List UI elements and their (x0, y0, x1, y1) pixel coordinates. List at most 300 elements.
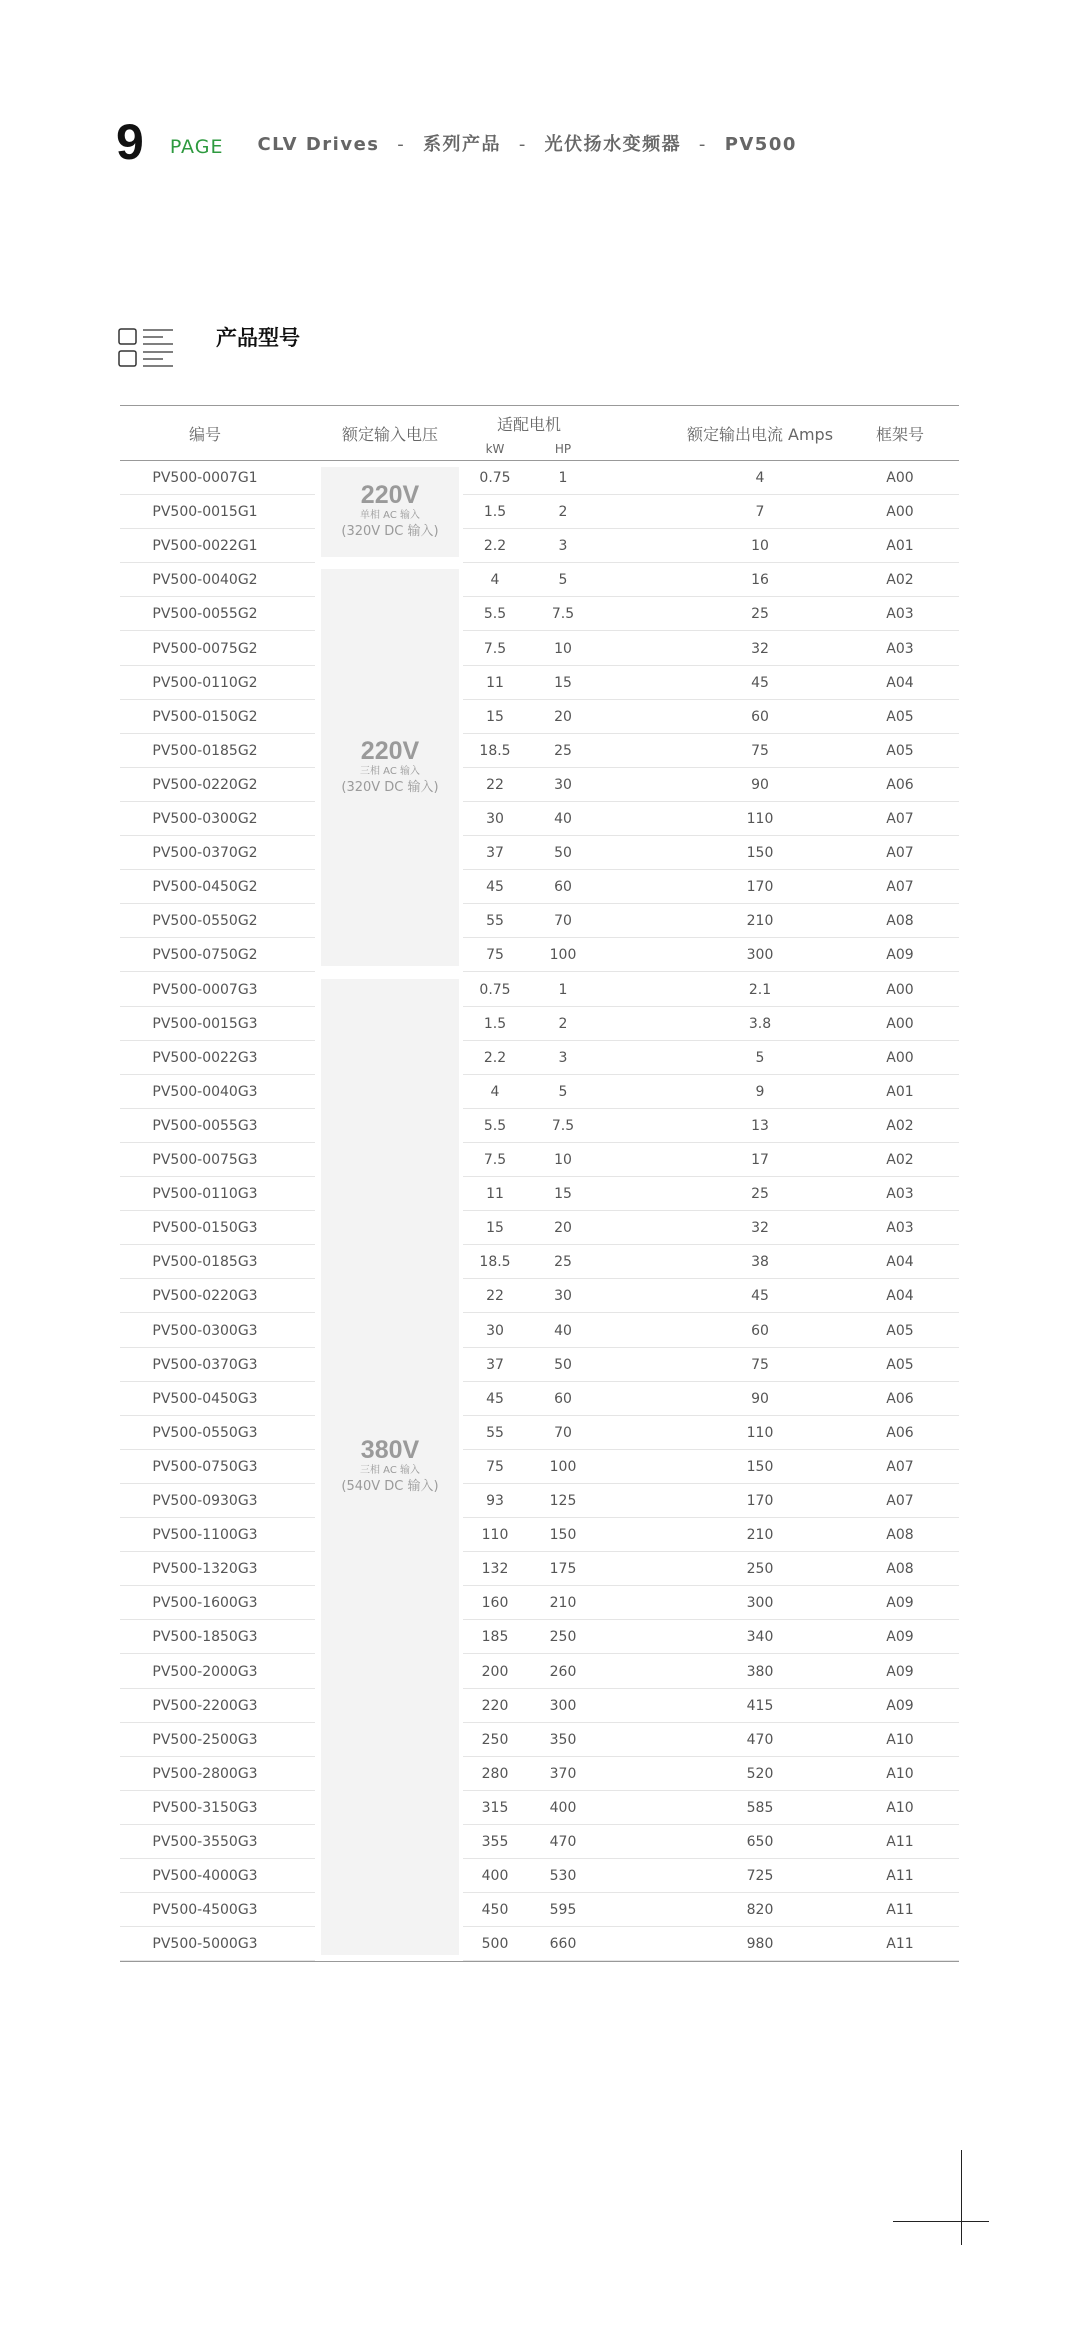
frame-cell: A05 (886, 742, 914, 759)
model-cell: PV500-0150G2 (152, 708, 258, 725)
header-frame: 框架号 (875, 424, 924, 444)
frame-cell: A09 (886, 1697, 914, 1714)
amps-cell: 340 (746, 1629, 774, 1646)
amps-cell: 16 (751, 572, 769, 589)
hp-cell: 2 (558, 504, 568, 521)
kw-cell: 11 (486, 674, 504, 691)
frame-cell: A11 (886, 1834, 914, 1850)
frame-cell: A00 (886, 470, 914, 486)
voltage-label (321, 481, 459, 541)
table-row (120, 1211, 959, 1245)
hp-cell: 70 (554, 913, 572, 930)
kw-cell: 37 (486, 845, 504, 862)
table-row (120, 870, 959, 904)
amps-cell: 90 (751, 776, 769, 793)
frame-cell: A07 (886, 1493, 914, 1509)
table-row (120, 1484, 959, 1518)
kw-cell: 5.5 (483, 1117, 507, 1134)
frame-cell: A03 (886, 606, 914, 623)
table-row (120, 1177, 959, 1211)
kw-cell: 30 (486, 811, 504, 827)
hp-cell: 60 (554, 1390, 572, 1407)
table-row (120, 666, 959, 700)
table-row (120, 1143, 959, 1177)
table-row (120, 1518, 959, 1552)
model-cell: PV500-0075G2 (152, 640, 258, 657)
model-cell: PV500-2800G3 (152, 1765, 258, 1782)
table-row (120, 1723, 959, 1757)
kw-cell: 315 (481, 1799, 509, 1816)
model-cell: PV500-0930G3 (152, 1493, 258, 1509)
amps-cell: 32 (751, 1220, 769, 1237)
table-row (120, 597, 959, 631)
hp-cell: 260 (549, 1663, 577, 1680)
model-cell: PV500-0450G3 (152, 1390, 258, 1407)
voltage-value: 220V (360, 736, 420, 765)
frame-cell: A02 (886, 1152, 914, 1168)
voltage-group (321, 467, 459, 557)
amps-cell: 650 (746, 1834, 774, 1850)
product-table (120, 405, 959, 1962)
model-cell: PV500-2200G3 (152, 1697, 258, 1714)
table-row (120, 836, 959, 870)
amps-cell: 10 (751, 538, 769, 555)
amps-cell: 5 (755, 1049, 765, 1066)
model-cell: PV500-0022G3 (152, 1049, 258, 1066)
frame-cell: A09 (886, 947, 914, 964)
model-cell: PV500-0370G3 (152, 1356, 258, 1373)
amps-cell: 13 (751, 1117, 769, 1134)
breadcrumb-series: 系列产品 (423, 134, 502, 155)
model-cell: PV500-0040G3 (152, 1083, 258, 1100)
kw-cell: 18.5 (479, 1254, 511, 1271)
hp-cell: 100 (549, 1458, 577, 1475)
model-cell: PV500-0550G3 (152, 1424, 258, 1441)
voltage-phase: 三相 AC 输入 (359, 1464, 420, 1476)
table-row (120, 1655, 959, 1689)
hp-cell: 5 (558, 1083, 568, 1100)
model-cell: PV500-3150G3 (152, 1799, 258, 1816)
amps-cell: 45 (751, 1288, 769, 1305)
model-cell: PV500-1600G3 (152, 1595, 258, 1612)
header-model: 编号 (188, 424, 221, 444)
kw-cell: 45 (486, 1390, 504, 1407)
frame-cell: A04 (886, 1288, 914, 1305)
voltage-phase: 三相 AC 输入 (359, 765, 420, 777)
hp-cell: 150 (549, 1527, 577, 1544)
hp-cell: 25 (554, 742, 572, 759)
model-cell: PV500-2500G3 (152, 1731, 258, 1748)
table-row (120, 1348, 959, 1382)
frame-cell: A08 (886, 913, 914, 930)
model-cell: PV500-0007G1 (152, 470, 258, 486)
model-cell: PV500-3550G3 (152, 1834, 258, 1850)
section-title: 产品型号 (216, 326, 300, 350)
table-row (120, 1825, 959, 1859)
model-cell: PV500-0055G3 (152, 1117, 258, 1134)
hp-cell: 100 (549, 947, 577, 964)
hp-cell: 60 (554, 879, 572, 896)
frame-cell: A11 (886, 1936, 914, 1953)
kw-cell: 22 (486, 1288, 504, 1305)
table-row (120, 1450, 959, 1484)
amps-cell: 17 (751, 1152, 769, 1168)
amps-cell: 820 (746, 1902, 774, 1919)
frame-cell: A11 (886, 1902, 914, 1919)
voltage-group (321, 569, 459, 966)
amps-cell: 150 (746, 845, 774, 862)
frame-cell: A04 (886, 674, 914, 691)
amps-cell: 170 (746, 879, 774, 896)
amps-cell: 9 (755, 1083, 765, 1100)
amps-cell: 60 (751, 708, 769, 725)
row-divider (463, 1960, 959, 1961)
model-cell: PV500-0075G3 (152, 1152, 258, 1168)
frame-cell: A05 (886, 1356, 914, 1373)
amps-cell: 60 (751, 1322, 769, 1339)
kw-cell: 1.5 (483, 504, 507, 521)
hp-cell: 1 (558, 981, 568, 998)
hp-cell: 10 (554, 1152, 572, 1168)
kw-cell: 0.75 (479, 470, 511, 486)
header-motor: 适配电机 (496, 415, 561, 434)
model-cell: PV500-0110G3 (152, 1186, 258, 1203)
amps-cell: 725 (746, 1868, 774, 1885)
model-cell: PV500-1850G3 (152, 1629, 258, 1646)
frame-cell: A06 (886, 1424, 914, 1441)
amps-cell: 110 (746, 1424, 774, 1441)
hp-cell: 660 (549, 1936, 577, 1953)
frame-cell: A10 (886, 1765, 914, 1782)
table-row (120, 1620, 959, 1654)
amps-cell: 3.8 (748, 1015, 772, 1032)
model-cell: PV500-0015G1 (152, 504, 258, 521)
model-cell: PV500-0185G3 (152, 1254, 258, 1271)
amps-cell: 75 (751, 1356, 769, 1373)
amps-cell: 7 (755, 504, 765, 521)
kw-cell: 55 (486, 1424, 504, 1441)
frame-cell: A05 (886, 708, 914, 725)
header-current: 额定输出电流 Amps (686, 424, 834, 444)
frame-cell: A03 (886, 1220, 914, 1237)
hp-cell: 250 (549, 1629, 577, 1646)
hp-cell: 2 (558, 1015, 568, 1032)
voltage-group (321, 979, 459, 1956)
amps-cell: 25 (751, 606, 769, 623)
model-cell: PV500-0300G2 (152, 811, 258, 827)
kw-cell: 75 (486, 947, 504, 964)
voltage-value: 380V (360, 1435, 420, 1464)
voltage-dc: (320V DC 输入) (341, 779, 439, 795)
frame-cell: A11 (886, 1868, 914, 1885)
breadcrumb-separator: - (397, 134, 406, 155)
hp-cell: 20 (554, 708, 572, 725)
frame-cell: A09 (886, 1629, 914, 1646)
table-row (120, 1245, 959, 1279)
frame-cell: A06 (886, 776, 914, 793)
kw-cell: 4 (490, 572, 500, 589)
hp-cell: 30 (554, 1288, 572, 1305)
hp-cell: 1 (558, 470, 568, 486)
breadcrumb-brand: CLV Drives (257, 134, 380, 155)
model-cell: PV500-1320G3 (152, 1561, 258, 1578)
amps-cell: 210 (746, 1527, 774, 1544)
amps-cell: 2.1 (748, 981, 772, 998)
kw-cell: 200 (481, 1663, 509, 1680)
amps-cell: 470 (746, 1731, 774, 1748)
kw-cell: 11 (486, 1186, 504, 1203)
model-cell: PV500-0220G3 (152, 1288, 258, 1305)
frame-cell: A03 (886, 640, 914, 657)
model-cell: PV500-0110G2 (152, 674, 258, 691)
hp-cell: 5 (558, 572, 568, 589)
hp-cell: 50 (554, 1356, 572, 1373)
model-cell: PV500-0185G2 (152, 742, 258, 759)
model-cell: PV500-4500G3 (152, 1902, 258, 1919)
table-row (120, 1279, 959, 1313)
table-row (120, 1041, 959, 1075)
amps-cell: 38 (751, 1254, 769, 1271)
amps-cell: 585 (746, 1799, 774, 1816)
table-row (120, 734, 959, 768)
frame-cell: A07 (886, 1458, 914, 1475)
model-cell: PV500-0300G3 (152, 1322, 258, 1339)
hp-cell: 3 (558, 1049, 568, 1066)
kw-cell: 30 (486, 1322, 504, 1339)
voltage-phase: 单相 AC 输入 (359, 510, 420, 522)
table-row (120, 802, 959, 836)
kw-cell: 93 (486, 1493, 504, 1509)
voltage-dc: (320V DC 输入) (341, 524, 439, 540)
frame-cell: A00 (886, 1015, 914, 1032)
table-row (120, 495, 959, 529)
voltage-label (321, 737, 459, 797)
kw-cell: 7.5 (483, 640, 507, 657)
hp-cell: 30 (554, 776, 572, 793)
hp-cell: 10 (554, 640, 572, 657)
hp-cell: 7.5 (551, 1117, 575, 1134)
amps-cell: 32 (751, 640, 769, 657)
table-body (120, 461, 959, 1962)
page-header (116, 112, 797, 172)
kw-cell: 110 (481, 1527, 509, 1544)
voltage-label (321, 1436, 459, 1496)
amps-cell: 250 (746, 1561, 774, 1578)
model-cell: PV500-5000G3 (152, 1936, 258, 1953)
crop-mark (893, 2221, 989, 2222)
frame-cell: A07 (886, 879, 914, 896)
kw-cell: 250 (481, 1731, 509, 1748)
model-cell: PV500-0450G2 (152, 879, 258, 896)
hp-cell: 125 (549, 1493, 577, 1509)
frame-cell: A09 (886, 1663, 914, 1680)
frame-cell: A08 (886, 1527, 914, 1544)
voltage-dc: (540V DC 输入) (341, 1478, 439, 1494)
hp-cell: 530 (549, 1868, 577, 1885)
kw-cell: 75 (486, 1458, 504, 1475)
amps-cell: 25 (751, 1186, 769, 1203)
frame-cell: A09 (886, 1595, 914, 1612)
model-cell: PV500-4000G3 (152, 1868, 258, 1885)
breadcrumb-separator: - (698, 134, 707, 155)
frame-cell: A00 (886, 504, 914, 521)
kw-cell: 55 (486, 913, 504, 930)
kw-cell: 355 (481, 1834, 509, 1850)
kw-cell: 220 (481, 1697, 509, 1714)
hp-cell: 70 (554, 1424, 572, 1441)
model-cell: PV500-0055G2 (152, 606, 258, 623)
frame-cell: A00 (886, 1049, 914, 1066)
hp-cell: 25 (554, 1254, 572, 1271)
amps-cell: 4 (755, 470, 765, 486)
table-row (120, 1893, 959, 1927)
hp-cell: 40 (554, 1322, 572, 1339)
hp-cell: 20 (554, 1220, 572, 1237)
hp-cell: 350 (549, 1731, 577, 1748)
kw-cell: 280 (481, 1765, 509, 1782)
header-hp: HP (554, 442, 572, 456)
hp-cell: 595 (549, 1902, 577, 1919)
table-row (120, 529, 959, 563)
breadcrumb-category: 光伏扬水变频器 (544, 134, 682, 155)
hp-cell: 370 (549, 1765, 577, 1782)
amps-cell: 520 (746, 1765, 774, 1782)
amps-cell: 75 (751, 742, 769, 759)
header-kw: kW (485, 442, 505, 456)
table-row (120, 1109, 959, 1143)
table-row (120, 1382, 959, 1416)
kw-cell: 132 (481, 1561, 509, 1578)
frame-cell: A07 (886, 845, 914, 862)
hp-cell: 50 (554, 845, 572, 862)
hp-cell: 40 (554, 811, 572, 827)
kw-cell: 7.5 (483, 1152, 507, 1168)
amps-cell: 170 (746, 1493, 774, 1509)
frame-cell: A05 (886, 1322, 914, 1339)
table-row (120, 1859, 959, 1893)
frame-cell: A01 (886, 538, 914, 555)
frame-cell: A02 (886, 572, 914, 589)
amps-cell: 150 (746, 1458, 774, 1475)
hp-cell: 300 (549, 1697, 577, 1714)
hp-cell: 3 (558, 538, 568, 555)
kw-cell: 160 (481, 1595, 509, 1612)
table-row (120, 1075, 959, 1109)
row-divider (120, 1960, 315, 1961)
amps-cell: 415 (746, 1697, 774, 1714)
frame-cell: A04 (886, 1254, 914, 1271)
kw-cell: 18.5 (479, 742, 511, 759)
kw-cell: 400 (481, 1868, 509, 1885)
amps-cell: 210 (746, 913, 774, 930)
kw-cell: 45 (486, 879, 504, 896)
table-row (120, 461, 959, 495)
frame-cell: A02 (886, 1117, 914, 1134)
kw-cell: 0.75 (479, 981, 511, 998)
amps-cell: 110 (746, 811, 774, 827)
amps-cell: 45 (751, 674, 769, 691)
model-cell: PV500-0550G2 (152, 913, 258, 930)
model-cell: PV500-0750G3 (152, 1458, 258, 1475)
table-row (120, 1927, 959, 1961)
kw-cell: 5.5 (483, 606, 507, 623)
table-row (120, 1416, 959, 1450)
table-row (120, 1007, 959, 1041)
table-row (120, 1689, 959, 1723)
frame-cell: A01 (886, 1083, 914, 1100)
table-row (120, 768, 959, 802)
table-row (120, 1552, 959, 1586)
kw-cell: 1.5 (483, 1015, 507, 1032)
hp-cell: 400 (549, 1799, 577, 1816)
voltage-value: 220V (360, 481, 420, 510)
crop-mark (961, 2150, 962, 2245)
table-row (120, 1791, 959, 1825)
kw-cell: 2.2 (483, 1049, 507, 1066)
frame-cell: A03 (886, 1186, 914, 1203)
kw-cell: 2.2 (483, 538, 507, 555)
kw-cell: 22 (486, 776, 504, 793)
hp-cell: 210 (549, 1595, 577, 1612)
kw-cell: 450 (481, 1902, 509, 1919)
table-row (120, 563, 959, 597)
table-row (120, 904, 959, 938)
table-header (120, 405, 959, 461)
frame-cell: A06 (886, 1390, 914, 1407)
frame-cell: A00 (886, 981, 914, 998)
kw-cell: 500 (481, 1936, 509, 1953)
amps-cell: 300 (746, 947, 774, 964)
frame-cell: A10 (886, 1731, 914, 1748)
table-row (120, 700, 959, 734)
breadcrumb-separator: - (518, 134, 527, 155)
table-row (120, 973, 959, 1007)
frame-cell: A10 (886, 1799, 914, 1816)
kw-cell: 15 (486, 708, 504, 725)
page-label: PAGE (169, 136, 224, 158)
page-number: 9 (116, 114, 144, 170)
frame-cell: A08 (886, 1561, 914, 1578)
amps-cell: 90 (751, 1390, 769, 1407)
kw-cell: 37 (486, 1356, 504, 1373)
kw-cell: 15 (486, 1220, 504, 1237)
table-row (120, 938, 959, 972)
table-row (120, 1586, 959, 1620)
frame-cell: A07 (886, 811, 914, 827)
list-icon (118, 326, 174, 370)
model-cell: PV500-0150G3 (152, 1220, 258, 1237)
table-row (120, 632, 959, 666)
model-cell: PV500-0370G2 (152, 845, 258, 862)
model-cell: PV500-0007G3 (152, 981, 258, 998)
table-row (120, 1757, 959, 1791)
table-row (120, 1314, 959, 1348)
model-cell: PV500-0015G3 (152, 1015, 258, 1032)
header-voltage: 额定输入电压 (341, 424, 438, 444)
hp-cell: 15 (554, 674, 572, 691)
hp-cell: 470 (549, 1834, 577, 1850)
kw-cell: 185 (481, 1629, 509, 1646)
amps-cell: 380 (746, 1663, 774, 1680)
amps-cell: 980 (746, 1936, 774, 1953)
model-cell: PV500-0220G2 (152, 776, 258, 793)
hp-cell: 175 (549, 1561, 577, 1578)
kw-cell: 4 (490, 1083, 500, 1100)
model-cell: PV500-0040G2 (152, 572, 258, 589)
hp-cell: 7.5 (551, 606, 575, 623)
amps-cell: 300 (746, 1595, 774, 1612)
model-cell: PV500-2000G3 (152, 1663, 258, 1680)
